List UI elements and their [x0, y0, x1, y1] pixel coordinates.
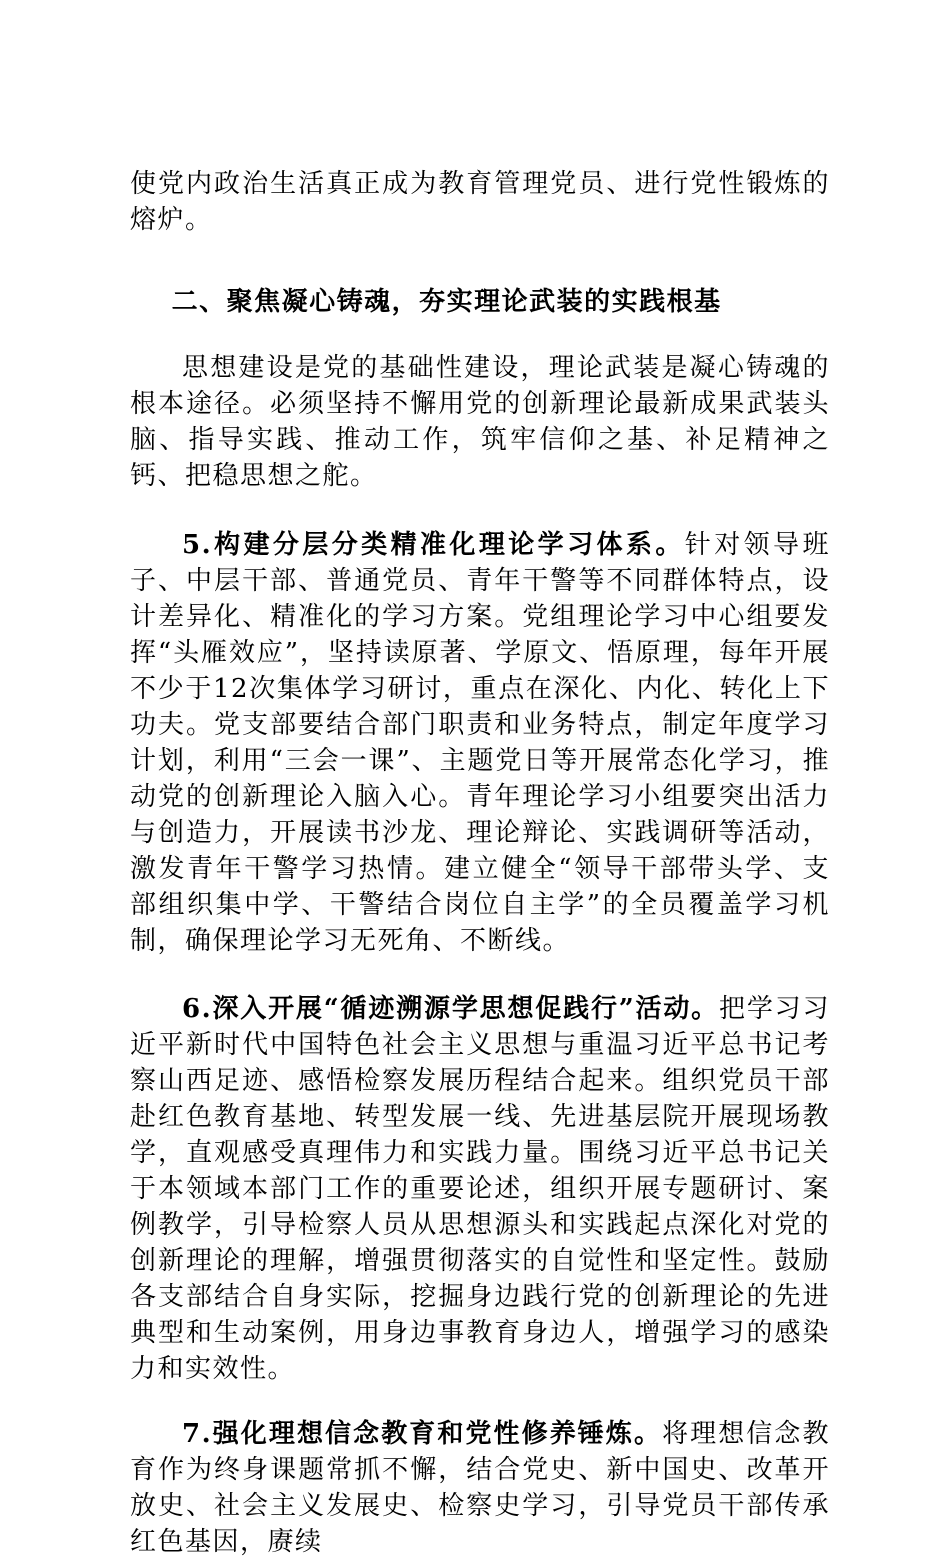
item-body-7: 将理想信念教育作为终身课题常抓不懈，结合党史、新中国史、改革开放史、社会主义发展史、检察史学习，引导党员干部传承红色基因，赓续 [130, 1419, 830, 1557]
continuation-paragraph: 使党内政治生活真正成为教育管理党员、进行党性锻炼的熔炉。 [130, 169, 830, 235]
item-paragraph-6 [130, 991, 830, 1387]
section-heading: 二、聚焦凝心铸魂，夯实理论武装的实践根基 [171, 287, 722, 317]
item-lead-7: 7.强化理想信念教育和党性修养锤炼。 [182, 1419, 663, 1449]
item-paragraph-5 [130, 527, 830, 959]
item-lead-5: 5.构建分层分类精准化理论学习体系。 [182, 530, 685, 560]
item-lead-6: 6.深入开展“循迹溯源学思想促践行”活动。 [182, 994, 720, 1024]
item-body-5: 针对领导班子、中层干部、普通党员、青年干警等不同群体特点，设计差异化、精准化的学习方案。党组理论学习中心组要发挥“头雁效应”，坚持读原著、学原文、悟原理，每年开展不少于12次集体学习研讨，重点在深化、内化、转化上下功夫。党支部要结合部门职责和业务特点，制定年度学习计划，利用“三会一课”、主题党日等开展常态化学习，推动党的创新理论入脑入心。青年理论学习小组要突出活力与创造力，开展读书沙龙、理论辩论、实践调研等活动，激发青年干警学习热情。建立健全“领导干部带头学、支部组织集中学、干警结合岗位自主学”的全员覆盖学习机制，确保理论学习无死角、不断线。 [130, 530, 830, 956]
intro-paragraph: 思想建设是党的基础性建设，理论武装是凝心铸魂的根本途径。必须坚持不懈用党的创新理论最新成果武装头脑、指导实践、推动工作，筑牢信仰之基、补足精神之钙、把稳思想之舵。 [130, 353, 830, 491]
item-body-6: 把学习习近平新时代中国特色社会主义思想与重温习近平总书记考察山西足迹、感悟检察发展历程结合起来。组织党员干部赴红色教育基地、转型发展一线、先进基层院开展现场教学，直观感受真理伟力和实践力量。围绕习近平总书记关于本领域本部门工作的重要论述，组织开展专题研讨、案例教学，引导检察人员从思想源头和实践起点深化对党的创新理论的理解，增强贯彻落实的自觉性和坚定性。鼓励各支部结合自身实际，挖掘身边践行党的创新理论的先进典型和生动案例，用身边事教育身边人，增强学习的感染力和实效性。 [130, 994, 830, 1384]
item-paragraph-7 [130, 1416, 830, 1560]
document-page [130, 166, 830, 1560]
